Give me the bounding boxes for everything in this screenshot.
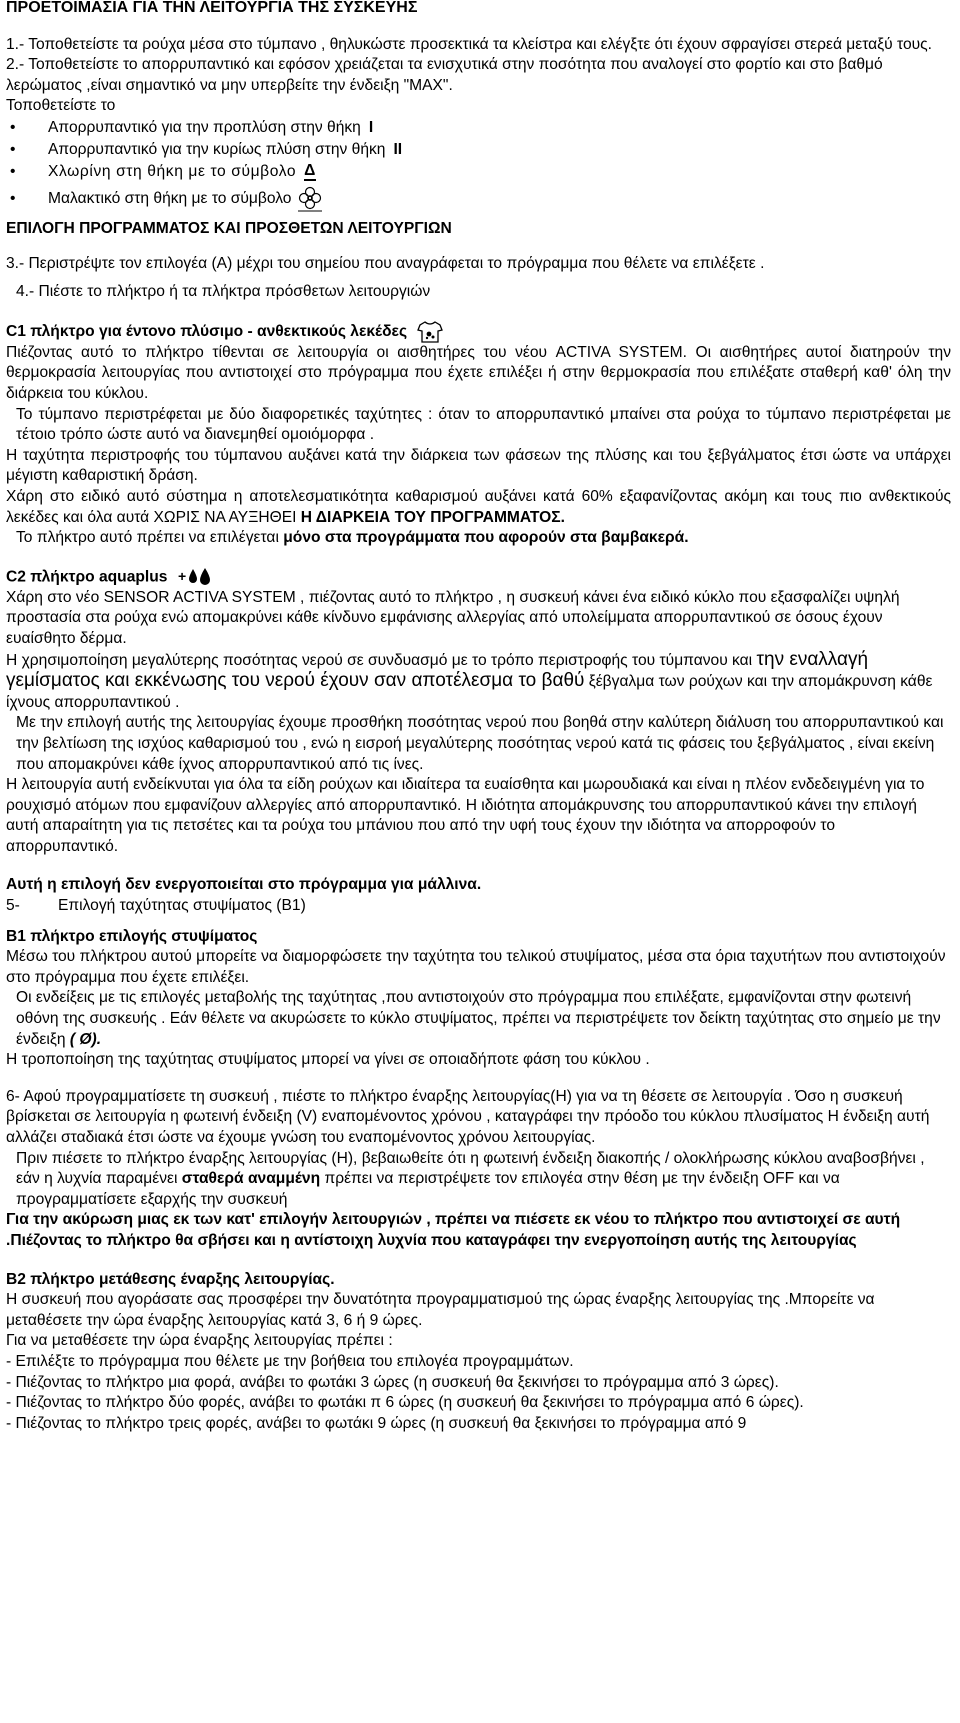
list-item: • Χλωρίνη στη θήκη με το σύμβολο Δ	[10, 161, 316, 180]
step-3: 3.- Περιστρέψτε τον επιλογέα (A) μέχρι του σημείου που αναγράφεται το πρόγραμμα που θέλετε να επιλέξετε .	[6, 254, 765, 272]
c2-paragraph-2: Η χρησιμοποίηση μεγαλύτερης ποσότητας νερού σε συνδυασμό με το τρόπο περιστροφής του τύμπανου και την εναλλαγή γεμίσματος και εκκένωσης του νερού έχουν σαν αποτέλεσμα το βαθύ ξέβγαλμα των ρούχων και την απομάκρυνση κάθε ίχνους απορρυπαντικού .	[6, 648, 933, 711]
b2-paragraph-1: Η συσκευή που αγοράσατε σας προσφέρει την δυνατότητα προγραμματισμού της ώρας έναρξης λειτουργίας της .Μπορείτε να μεταθέσετε την ώρα έναρξης λειτουργίας κατά 3, 6 ή 9 ώρες.	[6, 1291, 875, 1329]
b1-paragraph-1: Μέσω του πλήκτρου αυτού μπορείτε να διαμορφώσετε την ταχύτητα του τελικού στυψίματος, μέσα στα όρια ταχυτήτων που αντιστοιχούν στο πρόγραμμα που έχετε επιλέξει.	[6, 948, 946, 986]
stained-shirt-icon	[417, 321, 443, 343]
prep-step-1: 1.- Τοποθετείστε τα ρούχα μέσα στο τύμπανο , θηλυκώστε προσεκτικά τα κλείστρα και ελέγξτε ότι έχουν σφραγίσει στερεά μεταξύ τους.	[6, 35, 933, 53]
step-6-paragraph-3: Για την ακύρωση μιας εκ των κατ' επιλογήν λειτουργιών , πρέπει να πιέσετε εκ νέου το πλήκτρο που αντιστοιχεί σε αυτή .Πιέζοντας το πλήκτρο θα σβήσει και η αντίστοιχη λυχνία που καταγράφει την ενεργοποίηση αυτής της λειτουργίας	[6, 1211, 901, 1249]
list-item: - Πιέζοντας το πλήκτρο μια φορά, ανάβει το φωτάκι 3 ώρες (η συσκευή θα ξεκινήσει το πρόγραμμα από 3 ώρες).	[6, 1373, 779, 1391]
c2-paragraph-3: Με την επιλογή αυτής της λειτουργίας έχουμε προσθήκη ποσότητας νερού που βοηθά στην καλύτερη διάλυση του απορρυπαντικού και την βελτίωση της ισχύος καθαρισμού του , ενώ η εισροή μεγαλύτερης ποσότητας νερού κατά τις φάσεις του ξεβγάλματος , είναι εκείνη που απομακρύνει κάθε ίχνος απορρυπαντικού από τις ίνες.	[16, 714, 944, 773]
c1-heading: C1 πλήκτρο για έντονο πλύσιμο - ανθεκτικούς λεκέδες	[6, 322, 408, 340]
aquaplus-drops-icon	[178, 567, 214, 588]
list-item: • Μαλακτικό στη θήκη με το σύμβολο	[6, 183, 951, 215]
svg-text:+: +	[177, 567, 186, 584]
b2-heading: B2 πλήκτρο μετάθεσης έναρξης λειτουργίας.	[6, 1270, 335, 1288]
c1-paragraph-3: Η ταχύτητα περιστροφής του τύμπανου αυξάνει κατά την διάρκεια των φάσεων της πλύσης και του ξεβγάλματος έτσι ώστε να υπάρχει μέγιστη καθαριστική δράση.	[6, 446, 951, 485]
list-item: • Απορρυπαντικό για την κυρίως πλύση στην θήκη II	[10, 140, 403, 158]
c1-paragraph-5: Το πλήκτρο αυτό πρέπει να επιλέγεται μόνο στα προγράμματα που αφορούν στα βαμβακερά.	[16, 529, 689, 547]
step-6: 6- Αφού προγραμματίσετε τη συσκευή , πιέστε το πλήκτρο έναρξης λειτουργίας(H) για να τη θέσετε σε λειτουργία . Όσο η συσκευή βρίσκεται σε λειτουργία η φωτεινή ένδειξη (V) εναπομένοντος χρόνου , καταγράφει την πρόοδο του κύκλου πλυσίματος Η ένδειξη αυτή αλλάζει σταδιακά έτσι ώστε να έχουμε γνώση του εναπομένοντος χρόνου λειτουργίας.	[6, 1087, 930, 1147]
c1-heading-row	[6, 321, 951, 343]
list-item: - Πιέζοντας το πλήκτρο τρεις φορές, ανάβει το φωτάκι 9 ώρες (η συσκευή θα ξεκινήσει το πρόγραμμα από 9	[6, 1414, 747, 1432]
c2-paragraph-1: Χάρη στο νέο SENSOR ACTIVA SYSTEM , πιέζοντας αυτό το πλήκτρο , η συσκευή κάνει ένα ειδικό κύκλο που εξασφαλίζει υψηλή προστασία στα ρούχα ενώ απομακρύνει κάθε κίνδυνο εμφάνισης αλλεργίας από υπολείμματα απορρυπαντικού σε όσους έχουν ευαίσθητο δέρμα.	[6, 588, 900, 647]
prep-step-2: 2.- Τοποθετείστε το απορρυπαντικό και εφόσον χρειάζεται τα ενισχυτικά στην ποσότητα που αναλογεί στο φορτίο και στο βαθμό λερώματος ,είναι σημαντικό να μην υπερβείτε την ένδειξη "MAX".	[6, 56, 883, 94]
b1-paragraph-3: Η τροποποίηση της ταχύτητας στυψίματος μπορεί να γίνει σε οποιαδήποτε φάση του κύκλου .	[6, 1051, 650, 1069]
c2-heading-row	[6, 567, 951, 588]
step-5: 5- Επιλογή ταχύτητας στυψίματος (B1)	[6, 897, 306, 915]
list-item: - Επιλέξτε το πρόγραμμα που θέλετε με την βοήθεια του επιλογέα προγραμμάτων.	[6, 1352, 574, 1370]
prep-intro: Τοποθετείστε το	[6, 97, 116, 115]
document-page	[6, 0, 951, 1434]
c1-paragraph-1: Πιέζοντας αυτό το πλήκτρο τίθενται σε λειτουργία οι αισθητήρες του νέου ACTIVA SYSTEM. Οι αισθητήρες αυτοί διατηρούν την θερμοκρασία λειτουργίας που αντιστοιχεί στο πρόγραμμα που έχετε επιλέξει ή στην θερμοκρασία που επιλέξατε σταθερή καθ' όλη την διάρκεια του κύκλου.	[6, 343, 951, 402]
flower-softener-icon	[297, 186, 323, 212]
b2-paragraph-2: Για να μεταθέσετε την ώρα έναρξης λειτουργίας πρέπει :	[6, 1332, 393, 1350]
step-6-paragraph-2: Πριν πιέσετε το πλήκτρο έναρξης λειτουργίας (H), βεβαιωθείτε ότι η φωτεινή ένδειξη διακοπής / ολοκλήρωσης κύκλου αναβοσβήνει , εάν η λυχνία παραμένει σταθερά αναμμένη πρέπει να περιστρέψετε τον επιλογέα στην θέση με την ένδειξη OFF και να προγραμματίσετε εξαρχής την συσκευή	[16, 1149, 925, 1208]
list-item: • Απορρυπαντικό για την προπλύση στην θήκη I	[10, 118, 374, 136]
step-4: 4.- Πιέστε το πλήκτρο ή τα πλήκτρα πρόσθετων λειτουργιών	[16, 283, 431, 301]
c2-paragraph-4: Η λειτουργία αυτή ενδείκνυται για όλα τα είδη ρούχων και ιδιαίτερα τα ευαίσθητα και μωρουδιακά και είναι η πλέον ενδεδειγμένη για το ρουχισμό ατόμων που εμφανίζουν αλλεργίες από απορρυπαντικό. Η ιδιότητα απομάκρυνσης του απορρυπαντικού κάνει την επιλογή αυτή απαραίτητη για τις πετσέτες και τα ρούχα του μπάνιου που από την υφή τους έχουν την ιδιότητα να απορροφούν το απορρυπαντικό.	[6, 776, 925, 855]
c1-paragraph-4: Χάρη στο ειδικό αυτό σύστημα η αποτελεσματικότητα καθαρισμού αυξάνει κατά 60% εξαφανίζοντας ακόμη και τους πιο ανθεκτικούς λεκέδες και όλα αυτά ΧΩΡΙΣ ΝΑ ΑΥΞΗΘΕΙ Η ΔΙΑΡΚΕΙΑ ΤΟΥ ΠΡΟΓΡΑΜΜΑΤΟΣ.	[6, 487, 951, 526]
section-heading-selection: ΕΠΙΛΟΓΗ ΠΡΟΓΡΑΜΜΑΤΟΣ ΚΑΙ ΠΡΟΣΘΕΤΩΝ ΛΕΙΤΟΥΡΓΙΩΝ	[6, 219, 452, 237]
b1-paragraph-2: Οι ενδείξεις με τις επιλογές μεταβολής της ταχύτητας ,που αντιστοιχούν στο πρόγραμμα που επιλέξατε, εμφανίζονται στην φωτεινή οθόνη της συσκευής . Εάν θέλετε να ακυρώσετε το κύκλο στυψίματος, πρέπει να περιστρέψετε τον δείκτη ταχύτητας στο σημείο με την ένδειξη ( Ø).	[16, 989, 941, 1048]
list-item: - Πιέζοντας το πλήκτρο δύο φορές, ανάβει το φωτάκι π 6 ώρες (η συσκευή θα ξεκινήσει το πρόγραμμα από 6 ώρες).	[6, 1394, 804, 1412]
c2-note: Αυτή η επιλογή δεν ενεργοποιείται στο πρόγραμμα για μάλλινα.	[6, 876, 482, 894]
c2-heading: C2 πλήκτρο aquaplus	[6, 568, 168, 586]
page-title: ΠΡΟΕΤΟΙΜΑΣΙΑ ΓΙΑ ΤΗΝ ΛΕΙΤΟΥΡΓΙΑ ΤΗΣ ΣΥΣΚΕΥΗΣ	[6, 0, 418, 16]
c1-paragraph-2: Το τύμπανο περιστρέφεται με δύο διαφορετικές ταχύτητες : όταν το απορρυπαντικό μπαίνει στα ρούχα το τύμπανο περιστρέφεται με τέτοιο τρόπο ώστε αυτό να διανεμηθεί ομοιόμορφα .	[16, 405, 951, 444]
b1-heading: B1 πλήκτρο επιλογής στυψίματος	[6, 927, 258, 945]
